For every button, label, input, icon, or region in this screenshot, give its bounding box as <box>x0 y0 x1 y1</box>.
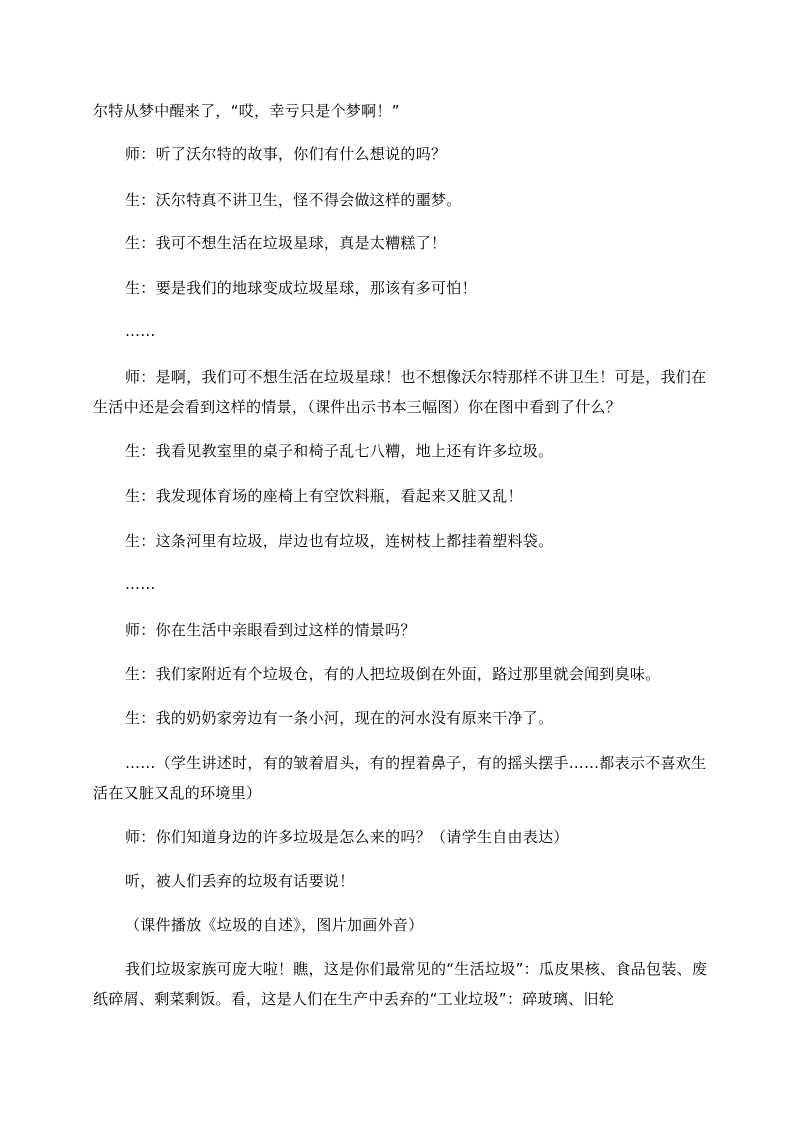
paragraph-11-ellipsis: …… <box>125 575 156 593</box>
paragraph-3: 生：沃尔特真不讲卫生，怪不得会做这样的噩梦。 <box>125 191 462 209</box>
paragraph-12: 师：你在生活中亲眼看到过这样的情景吗？ <box>125 621 416 639</box>
paragraph-14: 生：我的奶奶家旁边有一条小河，现在的河水没有原来干净了。 <box>125 709 554 727</box>
paragraph-17: 听，被人们丢弃的垃圾有话要说！ <box>125 872 355 890</box>
paragraph-8: 生：我看见教室里的桌子和椅子乱七八糟，地上还有许多垃圾。 <box>125 442 554 460</box>
paragraph-7: 师：是啊，我们可不想生活在垃圾星球！也不想像沃尔特那样不讲卫生！可是，我们在生活中还是会看到这样的情景，（课件出示书本三幅图）你在图中看到了什么？ <box>93 368 707 416</box>
paragraph-16: 师：你们知道身边的许多垃圾是怎么来的吗？（请学生自由表达） <box>125 828 569 846</box>
paragraph-2: 师：听了沃尔特的故事，你们有什么想说的吗？ <box>125 145 447 163</box>
paragraph-5: 生：要是我们的地球变成垃圾星球，那该有多可怕！ <box>125 279 477 297</box>
paragraph-1: 尔特从梦中醒来了，“哎，幸亏只是个梦啊！” <box>93 102 400 120</box>
paragraph-18: （课件播放《垃圾的自述》，图片加画外音） <box>125 916 424 934</box>
paragraph-19: 我们垃圾家族可庞大啦！瞧，这是你们最常见的“生活垃圾”：瓜皮果核、食品包装、废纸碎屑、剩菜剩饭。看，这是人们在生产中丢弃的“工业垃圾”：碎玻璃、旧轮 <box>93 960 708 1008</box>
paragraph-10: 生：这条河里有垃圾，岸边也有垃圾，连树枝上都挂着塑料袋。 <box>125 532 554 550</box>
paragraph-9: 生：我发现体育场的座椅上有空饮料瓶，看起来又脏又乱！ <box>125 487 523 505</box>
paragraph-4: 生：我可不想生活在垃圾星球，真是太糟糕了！ <box>125 234 447 252</box>
paragraph-13: 生：我们家附近有个垃圾仓，有的人把垃圾倒在外面，路过那里就会闻到臭味。 <box>125 665 661 683</box>
paragraph-6-ellipsis: …… <box>125 322 156 340</box>
paragraph-15: ……（学生讲述时，有的皱着眉头，有的捏着鼻子，有的摇头摆手……都表示不喜欢生活在又脏又乱的环境里） <box>93 754 707 802</box>
